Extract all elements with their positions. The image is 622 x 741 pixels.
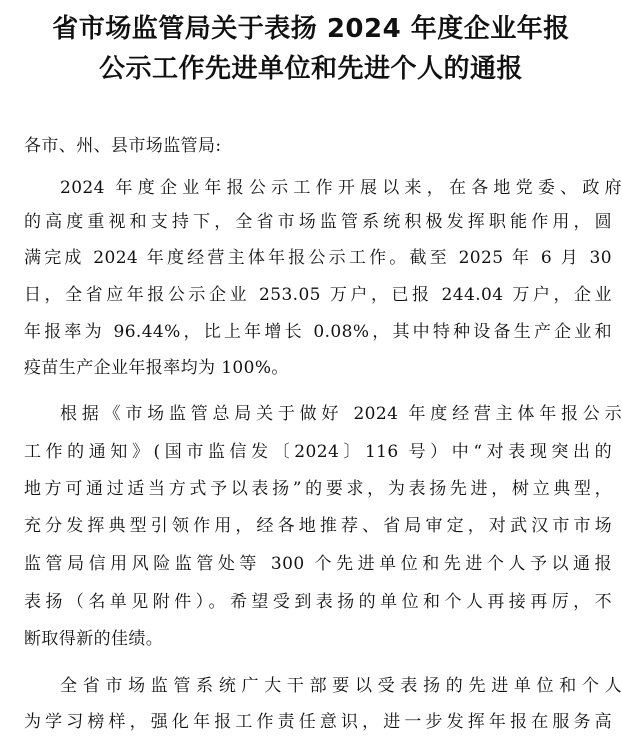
paragraph-line: 疫苗生产企业年报率均为 100%。 xyxy=(24,358,289,378)
paragraph-line: 工作的通知》(国市监信发〔2024〕116 号）中“对表现突出的 xyxy=(24,442,612,462)
paragraph-line: 为学习榜样，强化年报工作责任意识，进一步发挥年报在服务高 xyxy=(24,712,612,732)
paragraph-line: 的高度重视和支持下，全省市场监管系统积极发挥职能作用，圆 xyxy=(24,212,612,232)
paragraph-line: 年报率为 96.44%，比上年增长 0.08%，其中特种设备生产企业和 xyxy=(24,322,612,342)
paragraph-line: 2024 年度企业年报公示工作开展以来，在各地党委、政府 xyxy=(60,178,622,198)
paragraph-line: 充分发挥典型引领作用，经各地推荐、省局审定，对武汉市市场 xyxy=(24,516,612,536)
paragraph-line: 监管局信用风险监管处等 300 个先进单位和先进个人予以通报 xyxy=(24,554,612,574)
document-title-line-2: 公示工作先进单位和先进个人的通报 xyxy=(98,54,523,84)
paragraph-line: 表扬（名单见附件）。希望受到表扬的单位和个人再接再厉，不 xyxy=(24,592,612,612)
paragraph-line: 全省市场监管系统广大干部要以受表扬的先进单位和个人 xyxy=(60,676,622,696)
paragraph-line: 满完成 2024 年度经营主体年报公示工作。截至 2025 年 6 月 30 xyxy=(24,248,612,268)
paragraph-line: 根据《市场监管总局关于做好 2024 年度经营主体年报公示 xyxy=(60,404,622,424)
salutation: 各市、州、县市场监管局: xyxy=(24,136,222,156)
paragraph-line: 日，全省应年报公示企业 253.05 万户，已报 244.04 万户，企业 xyxy=(24,285,612,305)
paragraph-line: 断取得新的佳绩。 xyxy=(24,629,164,649)
document-title-line-1: 省市场监管局关于表扬 2024 年度企业年报 xyxy=(52,14,570,44)
paragraph-line: 地方可通过适当方式予以表扬”的要求，为表扬先进，树立典型， xyxy=(24,479,612,499)
